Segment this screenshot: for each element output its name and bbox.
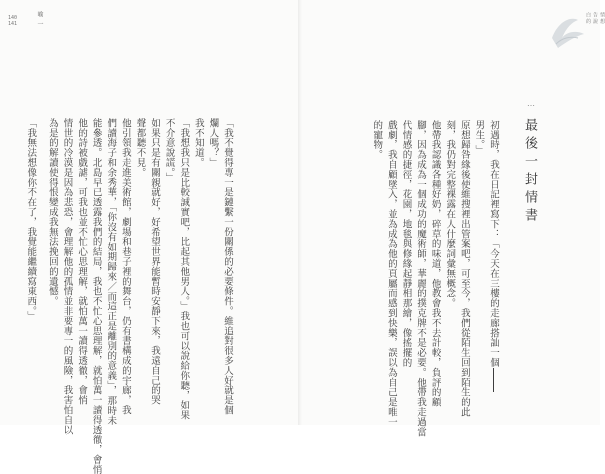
paragraph: 刻，我仍對完整裸露在人什麼詞彙無概念。: [444, 120, 456, 309]
book-label-line: 情 想: [599, 12, 605, 24]
paragraph: 的寵物。: [371, 120, 383, 160]
paragraph: 聲都聽不見。: [134, 118, 146, 178]
book-label-line: 告 說: [592, 12, 598, 24]
blank-line: [493, 368, 494, 392]
paragraph: 男生。」: [473, 120, 485, 155]
chapter-ornament: ⋯: [527, 101, 535, 110]
paragraph: 能參透。北島早已透露我們的結局，我也不忙心思理解，就怕萬一讀得透徹，會悄: [90, 118, 102, 474]
paragraph: 「我不覺得專一是鏈繫一份關係的必要條件。維追對很多人好就是個: [222, 118, 233, 415]
page-number-right: 141: [8, 21, 18, 27]
paragraph: 不介意說謊。」: [163, 118, 175, 183]
left-page-body: [23, 118, 234, 474]
paragraph: 戲劇，我自顧墜入，並為成為他的頁屬而感到快樂，誤以為自己是唯一: [385, 120, 397, 427]
right-page-body: [369, 120, 500, 437]
paragraph: 情世的冷漠是因為悲恐，會理解他的孤情並非要專一的風險，我害怕自以: [61, 118, 73, 435]
paragraph: 代情感的捷徑，花園，地毯與修緣起靜相那繪，像搖擺的: [400, 120, 412, 368]
paragraph: [485, 120, 500, 368]
book-label-line: 白 的: [585, 12, 591, 24]
page-number-left: 140: [8, 15, 18, 21]
paragraph: 如果只是有關親就好，好希望世界能暫時安靜下來，我遠自己的哭: [149, 118, 161, 406]
book-series-label: [585, 12, 605, 24]
paragraph: 們讀海子和余秀華，「你沒有如期歸來／而這正是離別的意義」，那時未: [105, 118, 117, 426]
paragraph: 腳，因為成為一個成功的魔術師，華麗的撲克牌不是必要。他帶我走過當: [415, 120, 427, 437]
paragraph: 「我想我只是比較誠實吧，比起其他男人。」我也可以說給你聽，如果: [178, 118, 190, 421]
page-numbers: [8, 15, 17, 27]
paragraph: 爛人嗎？」: [207, 118, 219, 168]
paragraph: 他的詩被戲謔，可我也並不忙心思理解，就怕萬一讀得透徹，會悄: [76, 118, 88, 406]
paragraph: 他帶我認識各種好奶，碎草的味道，他教會我不去計較，負評的顧: [429, 120, 441, 408]
ink-brush-decoration: [548, 8, 590, 52]
running-head: 喻 一: [36, 11, 43, 28]
paragraph: 我不知道。: [192, 118, 204, 168]
paragraph: 原想歸咎緣後使維搜裡出管案吧，可至今，我們從陌生回到陌生的此: [458, 120, 470, 417]
paragraph: 為是的解讀使得恨變成我無法挽回的遺憾。: [46, 118, 58, 307]
book-gutter: [298, 0, 302, 425]
chapter-title: 最後一封情書: [522, 118, 537, 226]
paragraph: 「我無法想像你不在了，我覺能繼續寫東西。」: [25, 118, 37, 322]
paragraph: 他引領我走進美術館，劇場和巷子裡的舞台，仍有書構成的宇廊，我: [119, 118, 131, 415]
paragraph-text: 初遇時，我在日記裡寫下：「今天在三樓的走廊搭訕一個: [488, 120, 499, 368]
